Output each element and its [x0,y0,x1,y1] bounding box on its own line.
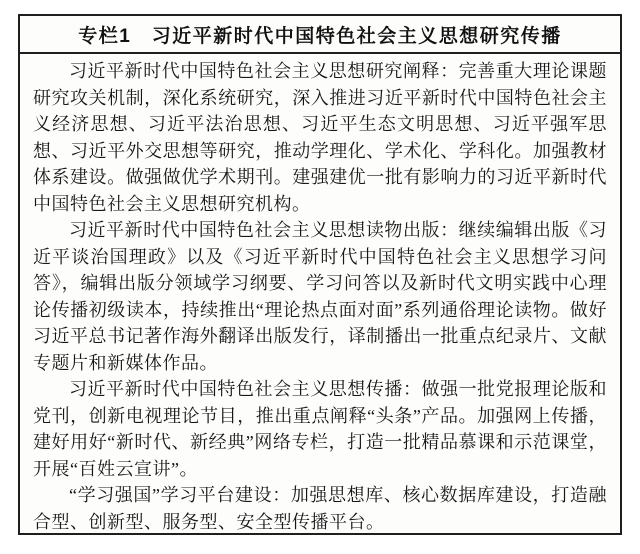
paragraph-2: 习近平新时代中国特色社会主义思想读物出版：继续编辑出版《习近平谈治国理政》以及《习近平新时代中国特色社会主义思想学习问答》，编辑出版分领域学习纲要、学习问答以及新时代文明实践中心理论传播初级读本，持续推出“理论热点面对面”系列通俗理论读物。做好习近平总书记著作海外翻译出版发行，译制播出一批重点纪录片、文献专题片和新媒体作品。 [33,220,607,373]
paragraph-4: “学习强国”学习平台建设：加强思想库、核心数据库建设，打造融合型、创新型、服务型、安全型传播平台。 [33,485,607,532]
column-box-title: 专栏1 习近平新时代中国特色社会主义思想研究传播 [20,16,620,54]
paragraph-3: 习近平新时代中国特色社会主义思想传播：做强一批党报理论版和党刊，创新电视理论节目，推出重点阐释“头条”产品。加强网上传播，建好用好“新时代、新经典”网络专栏，打造一批精品慕课和示范课堂，开展“百姓云宣讲”。 [33,379,607,479]
paragraph-1: 习近平新时代中国特色社会主义思想研究阐释：完善重大理论课题研究攻关机制，深化系统研究，深入推进习近平新时代中国特色社会主义经济思想、习近平法治思想、习近平生态文明思想、习近平强军思想、习近平外交思想等研究，推动学理化、学术化、学科化。加强教材体系建设。做强做优学术期刊。建强建优一批有影响力的习近平新时代中国特色社会主义思想研究机构。 [33,61,607,214]
column-box [18,14,622,535]
panel-body [20,54,620,535]
